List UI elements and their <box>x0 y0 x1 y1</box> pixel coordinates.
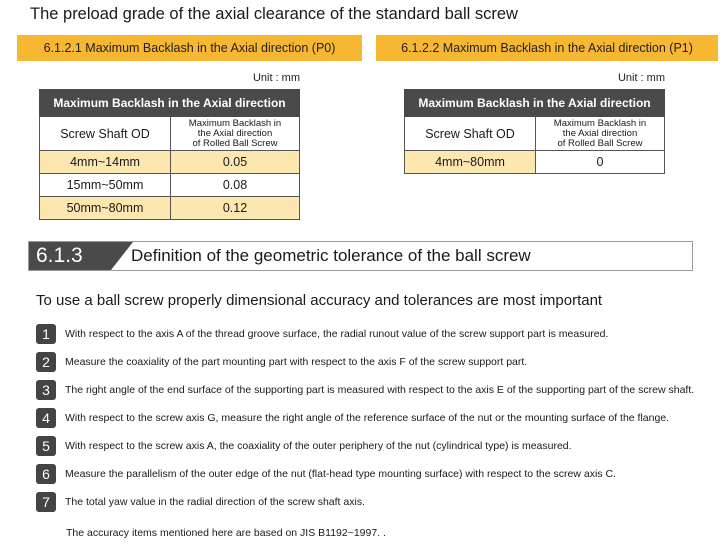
table-p0-heading: 6.1.2.1 Maximum Backlash in the Axial direction (P0) <box>17 35 362 61</box>
table-row <box>405 151 665 174</box>
item-text: Measure the parallelism of the outer edge of the nut (flat-head type mounting surface) with respect to the screw axis C. <box>65 468 616 480</box>
item-number-badge: 1 <box>36 324 56 344</box>
list-item <box>36 464 616 484</box>
item-text: Measure the coaxiality of the part mounting part with respect to the axis F of the screw support part. <box>65 356 528 368</box>
column-label-line: Maximum Backlash in <box>188 117 282 129</box>
item-number-badge: 2 <box>36 352 56 372</box>
list-item <box>36 324 608 344</box>
column-label-line: the Axial direction <box>197 127 273 139</box>
cell-value: 0 <box>536 151 665 174</box>
item-text: With respect to the screw axis A, the coaxiality of the outer periphery of the nut (cylindrical type) is measured. <box>65 440 572 452</box>
cell-value: 0.05 <box>171 151 300 174</box>
section-heading <box>28 241 693 271</box>
table-row <box>40 174 300 197</box>
list-item <box>36 352 527 372</box>
item-text: With respect to the axis A of the thread groove surface, the radial runout value of the screw support part is measured. <box>65 328 609 340</box>
column-screw-shaft-od: Screw Shaft OD <box>405 117 536 151</box>
column-max-backlash <box>171 117 300 151</box>
section-title: Definition of the geometric tolerance of the ball screw <box>131 246 531 265</box>
item-number-badge: 6 <box>36 464 56 484</box>
column-screw-shaft-od: Screw Shaft OD <box>40 117 171 151</box>
list-item <box>36 492 365 512</box>
column-label-line: of Rolled Ball Screw <box>557 137 643 149</box>
intro-text: To use a ball screw properly dimensional accuracy and tolerances are most important <box>36 292 603 309</box>
column-label-line: of Rolled Ball Screw <box>192 137 278 149</box>
page-title: The preload grade of the axial clearance of the standard ball screw <box>30 5 518 23</box>
cell-od: 15mm~50mm <box>40 174 171 197</box>
column-max-backlash <box>536 117 665 151</box>
item-number-badge: 3 <box>36 380 56 400</box>
cell-od: 50mm~80mm <box>40 197 171 220</box>
item-text: The right angle of the end surface of the supporting part is measured with respect to the axis E of the supporting part of the screw shaft. <box>65 384 695 396</box>
table-p1-heading: 6.1.2.2 Maximum Backlash in the Axial direction (P1) <box>376 35 718 61</box>
item-number-badge: 7 <box>36 492 56 512</box>
cell-od: 4mm~80mm <box>405 151 536 174</box>
item-text: With respect to the screw axis G, measure the right angle of the reference surface of the nut or the mounting surface of the flange. <box>65 412 670 424</box>
list-item <box>36 380 694 400</box>
table-row <box>40 151 300 174</box>
section-heading-divider <box>111 242 133 270</box>
column-label-line: Maximum Backlash in <box>553 117 647 129</box>
table-row <box>40 197 300 220</box>
table-p0 <box>39 89 300 220</box>
table-header: Maximum Backlash in the Axial direction <box>405 90 665 117</box>
section-number: 6.1.3 <box>29 242 125 270</box>
item-text: The total yaw value in the radial direction of the screw shaft axis. <box>65 496 365 508</box>
list-item <box>36 436 572 456</box>
cell-value: 0.08 <box>171 174 300 197</box>
cell-value: 0.12 <box>171 197 300 220</box>
table-p1-unit: Unit : mm <box>617 72 665 84</box>
table-p1 <box>404 89 665 174</box>
list-item <box>36 408 669 428</box>
item-number-badge: 5 <box>36 436 56 456</box>
footnote: The accuracy items mentioned here are based on JIS B1192~1997. . <box>66 527 386 539</box>
table-header: Maximum Backlash in the Axial direction <box>40 90 300 117</box>
cell-od: 4mm~14mm <box>40 151 171 174</box>
table-p0-unit: Unit : mm <box>252 72 300 84</box>
item-number-badge: 4 <box>36 408 56 428</box>
column-label-line: the Axial direction <box>562 127 638 139</box>
